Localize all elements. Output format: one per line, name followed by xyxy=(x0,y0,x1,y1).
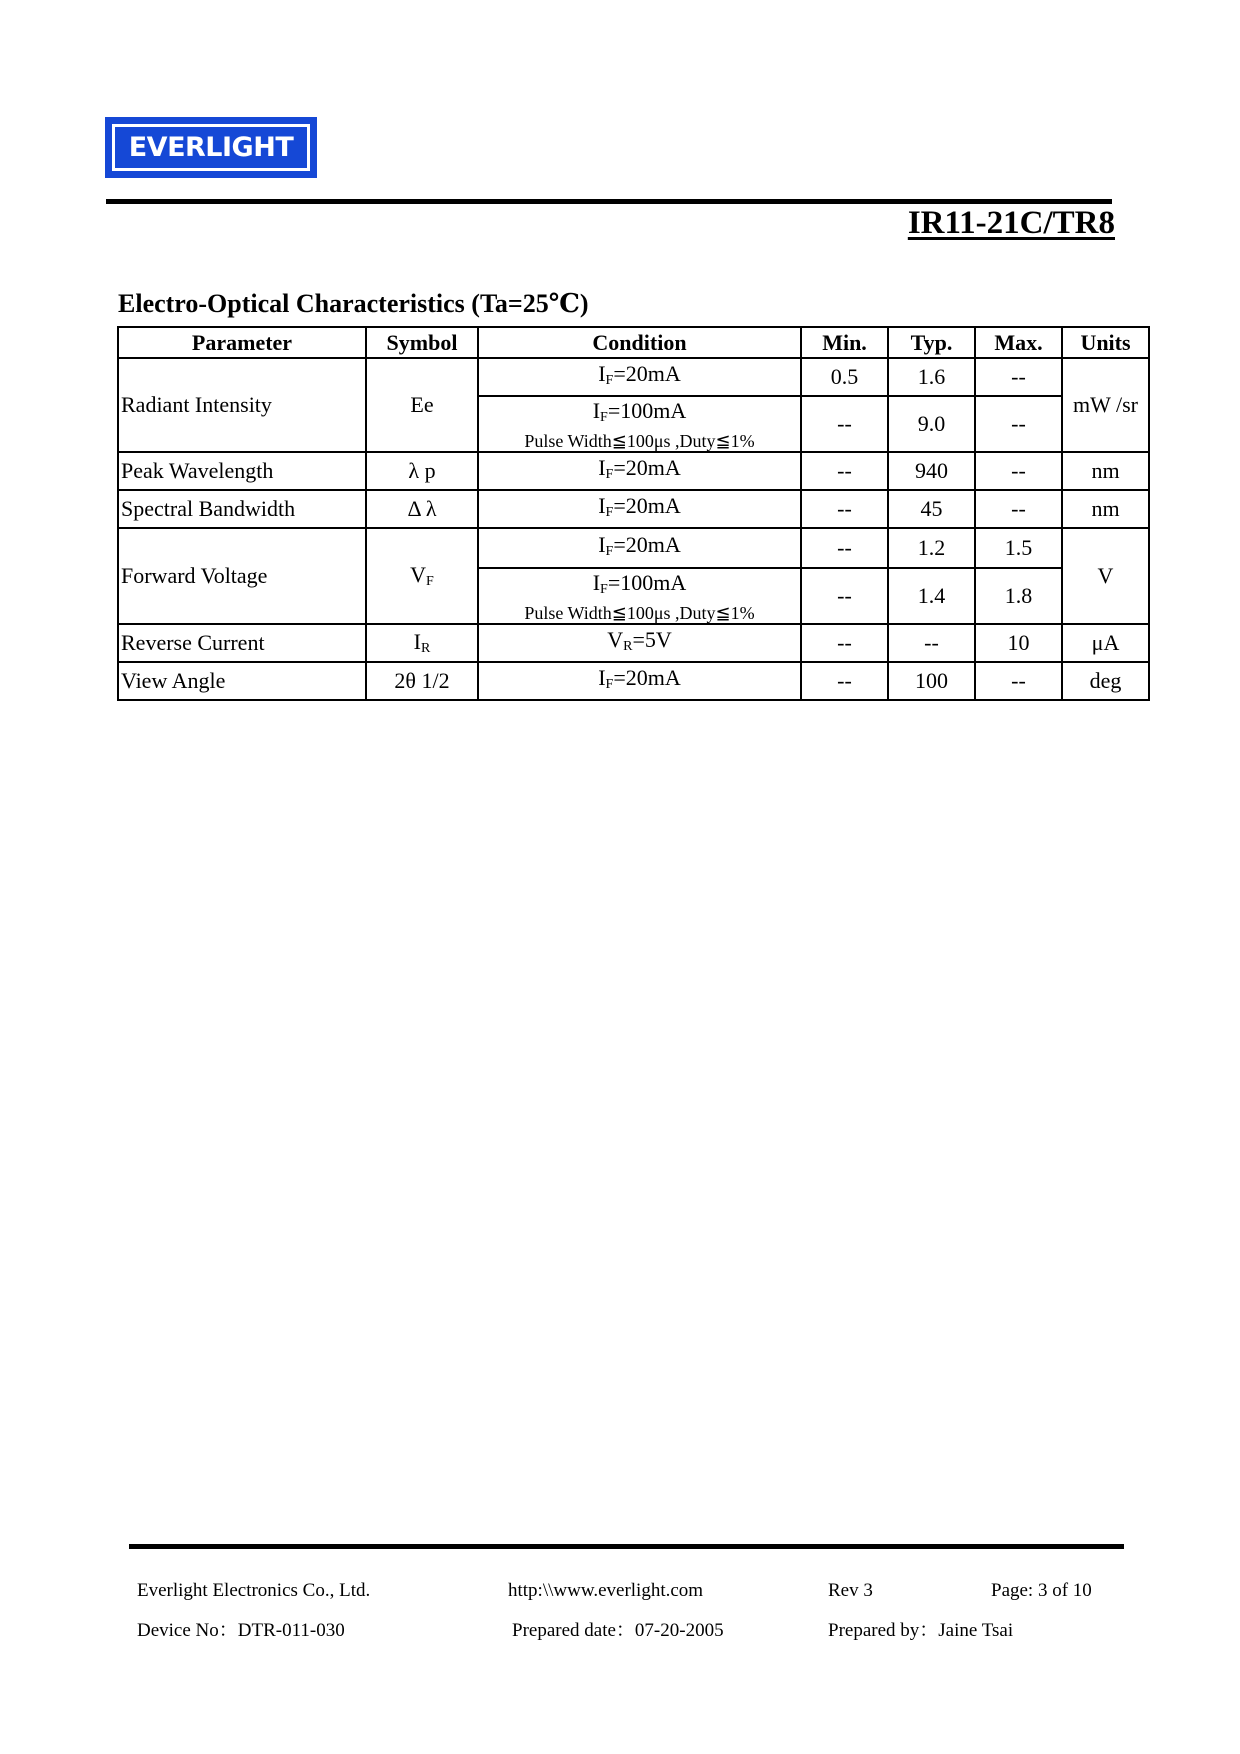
param-radiant-intensity: Radiant Intensity xyxy=(118,358,366,452)
typ-value: -- xyxy=(888,624,975,662)
header-divider xyxy=(106,199,1112,204)
symbol-ee: Ee xyxy=(366,358,478,452)
condition-cell: $I_F=20mA$ xyxy=(478,662,801,700)
min-value: -- xyxy=(801,662,888,700)
footer-divider xyxy=(129,1544,1124,1549)
max-value: 10 xyxy=(975,624,1062,662)
symbol-lambda-p: λ p xyxy=(366,452,478,490)
table-row xyxy=(118,452,1149,490)
footer-prepared-date: Prepared date：07-20-2005 xyxy=(512,1620,724,1641)
logo-text: EVERLIGHT xyxy=(128,132,294,163)
table-row xyxy=(118,358,1149,396)
footer-device-no: Device No：DTR-011-030 xyxy=(137,1620,345,1641)
typ-value: 1.2 xyxy=(888,528,975,568)
col-header-min: Min. xyxy=(801,327,888,358)
max-value: 1.5 xyxy=(975,528,1062,568)
condition-cell: $V_R=5V$ xyxy=(478,624,801,662)
condition-cell: $I_F=20mA$ xyxy=(478,490,801,528)
symbol-ir: $I_R$ xyxy=(366,624,478,662)
col-header-parameter: Parameter xyxy=(118,327,366,358)
symbol-2theta: 2θ 1/2 xyxy=(366,662,478,700)
param-forward-voltage: Forward Voltage xyxy=(118,528,366,624)
footer-prepared-by: Prepared by：Jaine Tsai xyxy=(828,1620,1014,1641)
min-value: 0.5 xyxy=(801,358,888,396)
everlight-logo xyxy=(105,117,317,178)
typ-value: 1.4 xyxy=(888,568,975,624)
min-value: -- xyxy=(801,568,888,624)
pulse-note: Pulse Width≦100μs ,Duty≦1% xyxy=(524,430,755,451)
logo-frame xyxy=(112,124,310,171)
typ-value: 45 xyxy=(888,490,975,528)
max-value: -- xyxy=(975,452,1062,490)
typ-value: 100 xyxy=(888,662,975,700)
pulse-note: Pulse Width≦100μs ,Duty≦1% xyxy=(524,602,755,623)
typ-value: 1.6 xyxy=(888,358,975,396)
typ-value: 9.0 xyxy=(888,396,975,452)
param-view-angle: View Angle xyxy=(118,662,366,700)
col-header-symbol: Symbol xyxy=(366,327,478,358)
electro-optical-table xyxy=(117,326,1150,701)
part-number: IR11-21C/TR8 xyxy=(907,205,1115,241)
units-value: mW /sr xyxy=(1062,358,1149,452)
table-row xyxy=(118,528,1149,568)
col-header-condition: Condition xyxy=(478,327,801,358)
col-header-units: Units xyxy=(1062,327,1149,358)
table-row xyxy=(118,490,1149,528)
param-spectral-bandwidth: Spectral Bandwidth xyxy=(118,490,366,528)
condition-cell: $I_F=20mA$ xyxy=(478,452,801,490)
max-value: 1.8 xyxy=(975,568,1062,624)
table-row xyxy=(118,624,1149,662)
units-value: nm xyxy=(1062,490,1149,528)
units-value: deg xyxy=(1062,662,1149,700)
footer-company: Everlight Electronics Co., Ltd. xyxy=(137,1580,371,1601)
min-value: -- xyxy=(801,528,888,568)
max-value: -- xyxy=(975,490,1062,528)
param-peak-wavelength: Peak Wavelength xyxy=(118,452,366,490)
max-value: -- xyxy=(975,358,1062,396)
table-header-row xyxy=(118,327,1149,358)
param-reverse-current: Reverse Current xyxy=(118,624,366,662)
condition-cell: $I_F=100mA$ Pulse Width≦100μs ,Duty≦1% xyxy=(478,396,801,452)
min-value: -- xyxy=(801,624,888,662)
units-value: μA xyxy=(1062,624,1149,662)
footer-website[interactable]: http:\\www.everlight.com xyxy=(508,1580,704,1601)
symbol-vf: $V_F$ xyxy=(366,528,478,624)
col-header-max: Max. xyxy=(975,327,1062,358)
footer-page: Page: 3 of 10 xyxy=(991,1580,1092,1601)
max-value: -- xyxy=(975,662,1062,700)
symbol-delta-lambda: Δ λ xyxy=(366,490,478,528)
section-title: Electro-Optical Characteristics (Ta=25℃) xyxy=(118,289,589,318)
min-value: -- xyxy=(801,452,888,490)
footer-revision: Rev 3 xyxy=(828,1580,873,1601)
condition-cell: $I_F=20mA$ xyxy=(478,358,801,396)
condition-cell: $I_F=20mA$ xyxy=(478,528,801,568)
min-value: -- xyxy=(801,490,888,528)
condition-cell: $I_F=100mA$ Pulse Width≦100μs ,Duty≦1% xyxy=(478,568,801,624)
typ-value: 940 xyxy=(888,452,975,490)
min-value: -- xyxy=(801,396,888,452)
col-header-typ: Typ. xyxy=(888,327,975,358)
table-row xyxy=(118,662,1149,700)
max-value: -- xyxy=(975,396,1062,452)
units-value: V xyxy=(1062,528,1149,624)
units-value: nm xyxy=(1062,452,1149,490)
